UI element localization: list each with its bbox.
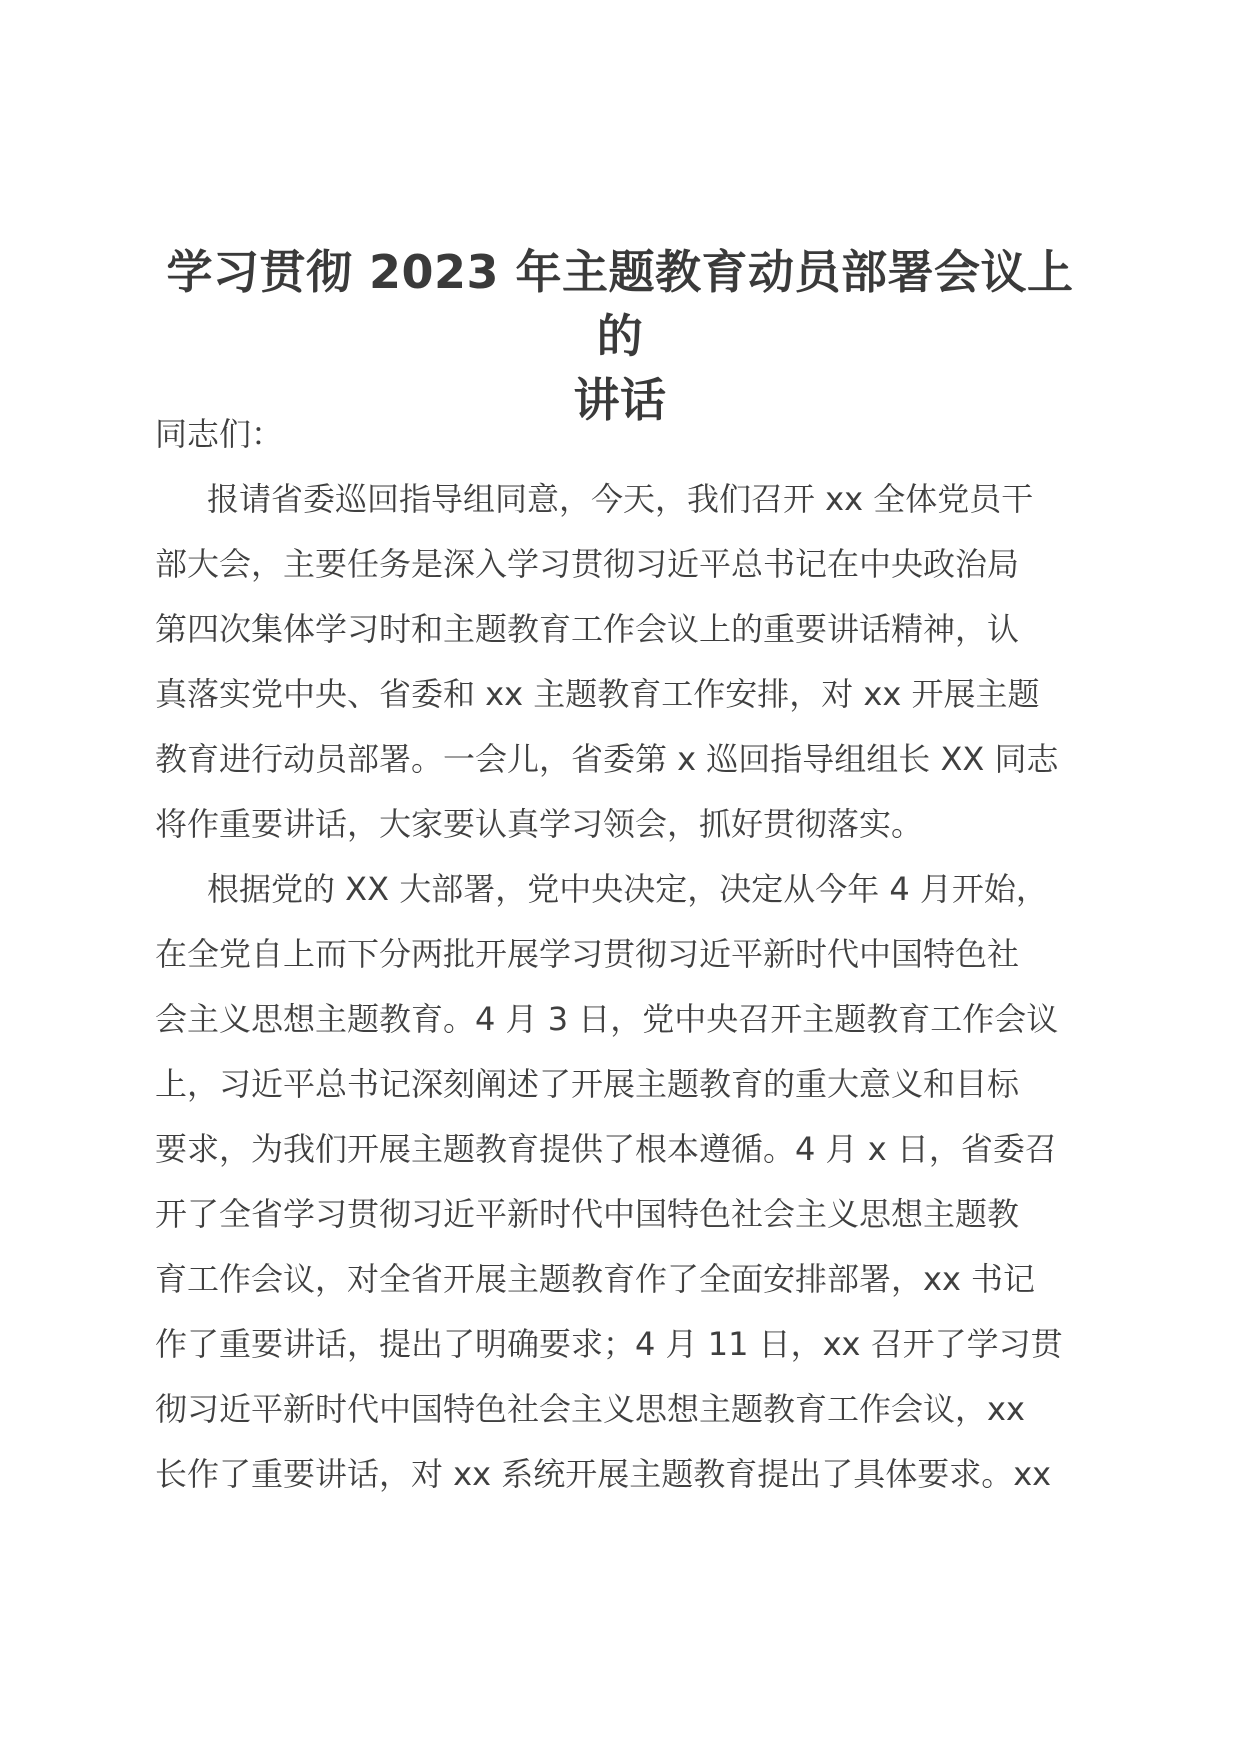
paragraph-line: 要求，为我们开展主题教育提供了根本遵循。4 月 x 日，省委召 [155, 1130, 1057, 1168]
paragraph-line: 长作了重要讲话，对 xx 系统开展主题教育提出了具体要求。xx [155, 1455, 1052, 1493]
paragraph-line: 作了重要讲话，提出了明确要求；4 月 11 日，xx 召开了学习贯 [155, 1325, 1063, 1363]
document-page [155, 0, 1085, 1754]
paragraph-line: 育工作会议，对全省开展主题教育作了全面安排部署，xx 书记 [155, 1260, 1036, 1298]
paragraph-line: 会主义思想主题教育。4 月 3 日，党中央召开主题教育工作会议 [155, 1000, 1059, 1038]
paragraph-line: 开了全省学习贯彻习近平新时代中国特色社会主义思想主题教 [155, 1195, 1020, 1233]
paragraph-line: 真落实党中央、省委和 xx 主题教育工作安排，对 xx 开展主题 [155, 675, 1040, 713]
title-line-1: 学习贯彻 2023 年主题教育动员部署会议上的 [166, 245, 1074, 363]
paragraph-line: 部大会，主要任务是深入学习贯彻习近平总书记在中央政治局 [155, 545, 1020, 583]
title-line-2: 讲话 [573, 373, 667, 427]
paragraph-line: 报请省委巡回指导组同意，今天，我们召开 xx 全体党员干 [207, 480, 1034, 518]
paragraph-line: 将作重要讲话，大家要认真学习领会，抓好贯彻落实。 [155, 805, 924, 843]
paragraph-line: 上，习近平总书记深刻阐述了开展主题教育的重大意义和目标 [155, 1065, 1020, 1103]
document-body [155, 402, 1085, 1507]
paragraph-1 [155, 467, 1085, 857]
paragraph-line: 教育进行动员部署。一会儿，省委第 x 巡回指导组组长 XX 同志 [155, 740, 1059, 778]
paragraph-line: 根据党的 XX 大部署，党中央决定，决定从今年 4 月开始， [207, 870, 1048, 908]
salutation: 同志们： [155, 415, 284, 453]
paragraph-line: 彻习近平新时代中国特色社会主义思想主题教育工作会议，xx [155, 1390, 1025, 1428]
paragraph-line: 在全党自上而下分两批开展学习贯彻习近平新时代中国特色社 [155, 935, 1020, 973]
paragraph-line: 第四次集体学习时和主题教育工作会议上的重要讲话精神，认 [155, 610, 1020, 648]
paragraph-2 [155, 857, 1085, 1507]
